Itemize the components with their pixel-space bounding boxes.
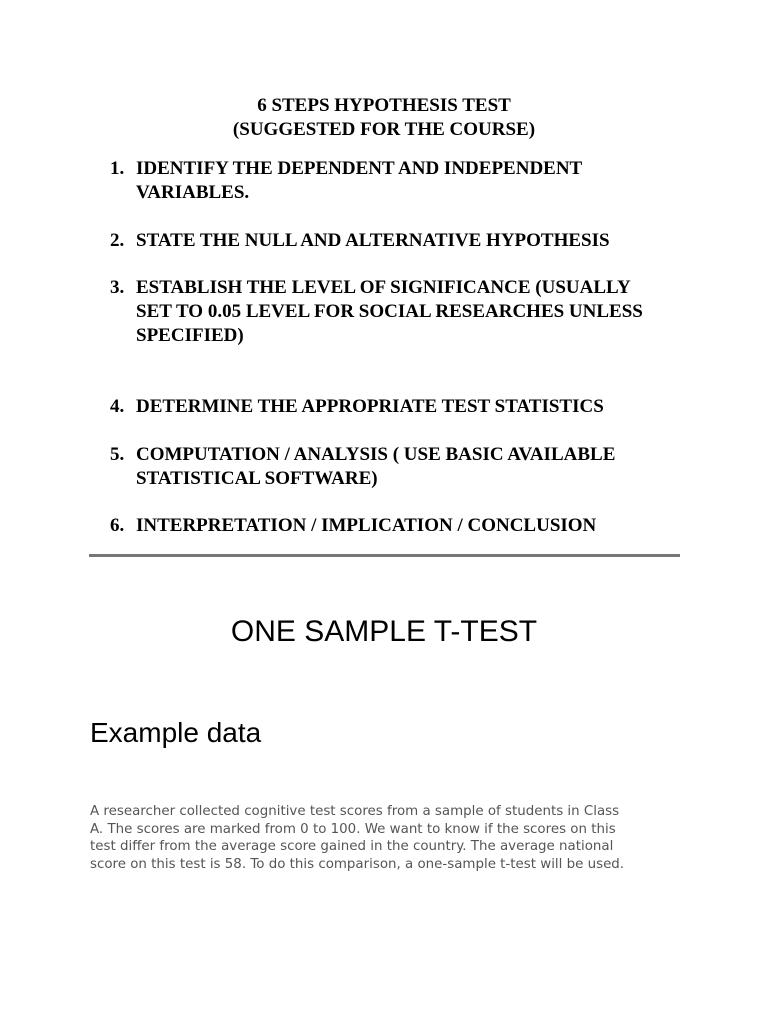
heading-line-2: (SUGGESTED FOR THE COURSE) [232, 119, 536, 140]
step-number: 6. [110, 515, 125, 536]
step-text: IDENTIFY THE DEPENDENT AND INDEPENDENT VARIABLES. [136, 158, 583, 203]
section-divider [89, 554, 680, 557]
step-number: 5. [110, 444, 125, 465]
paragraph-line: A. The scores are marked from 0 to 100. We want to know if the scores on this [90, 821, 616, 837]
step-text: ESTABLISH THE LEVEL OF SIGNIFICANCE (USUALLY SET TO 0.05 LEVEL FOR SOCIAL RESEARCHES UNLESS SPECIFIED) [136, 277, 643, 346]
heading-line-1: 6 STEPS HYPOTHESIS TEST [257, 95, 511, 116]
example-paragraph [90, 803, 690, 873]
paragraph-line: A researcher collected cognitive test scores from a sample of students in Class [90, 804, 620, 819]
document-heading [0, 94, 768, 142]
section-title: ONE SAMPLE T-TEST [230, 615, 538, 648]
paragraph-line: test differ from the average score gained in the country. The average national [90, 839, 614, 854]
step-text: INTERPRETATION / IMPLICATION / CONCLUSION [136, 515, 597, 536]
paragraph-line: score on this test is 58. To do this comparison, a one-sample t-test will be used. [90, 856, 625, 872]
step-text: DETERMINE THE APPROPRIATE TEST STATISTICS [136, 396, 604, 417]
section-subtitle: Example data [90, 717, 262, 748]
step-number: 3. [110, 277, 125, 298]
step-number: 4. [110, 396, 125, 417]
step-number: 2. [110, 230, 125, 251]
step-text: COMPUTATION / ANALYSIS ( USE BASIC AVAILABLE STATISTICAL SOFTWARE) [136, 444, 616, 489]
step-text: STATE THE NULL AND ALTERNATIVE HYPOTHESIS [136, 230, 610, 251]
step-number: 1. [110, 158, 125, 179]
